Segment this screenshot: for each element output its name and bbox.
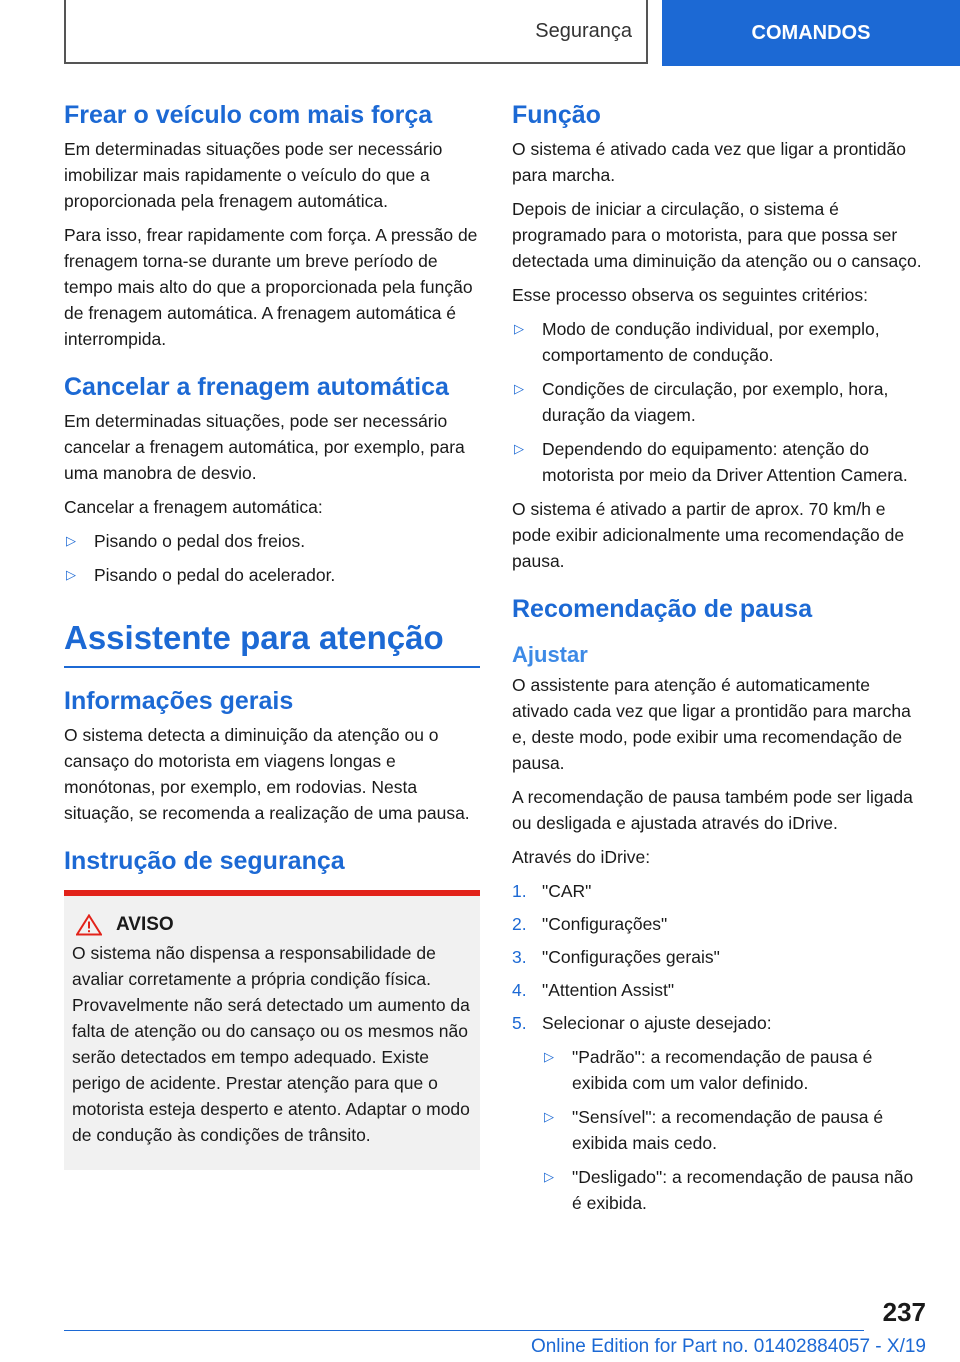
list-item: ▷ Pisando o pedal do acelerador. xyxy=(64,562,480,588)
warning-header xyxy=(76,914,472,936)
section-label: Segurança xyxy=(535,19,632,42)
list-item: ▷ Pisando o pedal dos freios. xyxy=(64,528,480,554)
criteria-list xyxy=(512,316,924,488)
right-column xyxy=(512,100,924,1224)
heading-brake-force: Frear o veículo com mais força xyxy=(64,101,433,129)
left-column xyxy=(64,100,480,1170)
triangle-bullet-icon: ▷ xyxy=(514,441,524,456)
heading-general-info: Informações gerais xyxy=(64,686,294,715)
list-item: ▷ "Sensível": a recomendação de pausa é exibida mais cedo. xyxy=(542,1104,924,1156)
list-item: ▷ "Desligado": a recomendação de pausa não é exibida. xyxy=(542,1164,924,1216)
paragraph: Esse processo observa os seguintes critérios: xyxy=(512,285,868,305)
heading-break-recommendation: Recomendação de pausa xyxy=(512,595,813,623)
paragraph: O sistema é ativado a partir de aprox. 70 km/h e pode exibir adicionalmente uma recomendação de pausa. xyxy=(512,499,905,571)
step-item: 1. "CAR" xyxy=(512,881,592,902)
paragraph: Através do iDrive: xyxy=(512,847,651,868)
setting-options-list xyxy=(542,1044,924,1216)
triangle-bullet-icon: ▷ xyxy=(544,1169,554,1185)
footer-edition: Online Edition for Part no. 01402884057 - X/19 xyxy=(530,1336,926,1357)
chapter-tab xyxy=(662,0,960,66)
triangle-bullet-icon: ▷ xyxy=(66,567,76,582)
paragraph: O assistente para atenção é automaticamente ativado cada vez que ligar a prontidão para marcha e, deste modo, pode exibir uma recomendação de pausa. xyxy=(512,675,911,774)
triangle-bullet-icon: ▷ xyxy=(514,381,524,396)
heading-function: Função xyxy=(512,101,601,129)
footer-divider xyxy=(64,1330,864,1331)
chapter-heading: Assistente para atenção xyxy=(64,619,444,656)
warning-box xyxy=(64,890,480,1170)
heading-cancel-braking: Cancelar a frenagem automática xyxy=(64,373,449,401)
step-item: 5. Selecionar o ajuste desejado: ▷ "Padrão": a recomendação de pausa é exibida com um valor definido. ▷ "Sensível": a recomendação de pausa é exibida mais cedo. ▷ "Desligado": a recomendação de pausa não é exibida. xyxy=(512,1010,924,1216)
list-item: ▷ Dependendo do equipamento: atenção do motorista por meio da Driver Attention Camera. xyxy=(512,436,924,488)
page-header xyxy=(0,0,960,66)
list-item: ▷ Modo de condução individual, por exemplo, comportamento de condução. xyxy=(512,316,924,368)
chapter-label: COMANDOS xyxy=(751,21,871,44)
paragraph: Em determinadas situações, pode ser necessário cancelar a frenagem automática, por exemplo, para uma manobra de desvio. xyxy=(64,411,465,483)
list-item: ▷ "Padrão": a recomendação de pausa é exibida com um valor definido. xyxy=(542,1044,924,1096)
steps-list xyxy=(512,878,924,1216)
list-item: ▷ Condições de circulação, por exemplo, hora, duração da viagem. xyxy=(512,376,924,428)
heading-safety: Instrução de segurança xyxy=(64,846,345,875)
triangle-bullet-icon: ▷ xyxy=(514,321,524,336)
heading-adjust: Ajustar xyxy=(512,642,588,667)
triangle-bullet-icon: ▷ xyxy=(544,1109,554,1125)
paragraph: Cancelar a frenagem automática: xyxy=(64,497,323,517)
cancel-list xyxy=(64,528,480,588)
warning-text: O sistema não dispensa a responsabilidade de avaliar corretamente a própria condição física. Provavelmente não será detectado um aumento da falta de atenção ou do cansaço ou os mesmos não serão detectados em tempo adequado. Existe perigo de acidente. Prestar atenção para que o motorista esteja desperto e atento. Adaptar o modo de condução às condições de trânsito. xyxy=(72,942,470,1145)
page-number: 237 xyxy=(882,1297,926,1327)
paragraph: Depois de iniciar a circulação, o sistema é programado para o motorista, para que possa ser detectada uma diminuição da atenção ou o cansaço. xyxy=(512,199,922,271)
paragraph: Em determinadas situações pode ser necessário imobilizar mais rapidamente o veículo do que a proporcionada pela frenagem automática. xyxy=(64,139,443,211)
paragraph: Para isso, frear rapidamente com força. A pressão de frenagem torna-se durante um breve período de tempo mais alto do que a proporcionada pela função de frenagem automática. A frenagem automática é interrompida. xyxy=(64,225,478,349)
step-item: 2. "Configurações" xyxy=(512,914,668,935)
triangle-bullet-icon: ▷ xyxy=(66,533,76,548)
paragraph: O sistema é ativado cada vez que ligar a prontidão para marcha. xyxy=(512,139,906,185)
triangle-bullet-icon: ▷ xyxy=(544,1049,554,1065)
chapter-heading-block xyxy=(64,618,480,668)
paragraph: A recomendação de pausa também pode ser ligada ou desligada e ajustada através do iDrive. xyxy=(512,787,913,834)
warning-label: AVISO xyxy=(116,913,174,935)
paragraph: O sistema detecta a diminuição da atenção ou o cansaço do motorista em viagens longas e monótonas, por exemplo, em rodovias. Nesta situação, se recomenda a realização de uma pausa. xyxy=(64,724,470,823)
step-item: 3. "Configurações gerais" xyxy=(512,947,720,968)
step-item: 4. "Attention Assist" xyxy=(512,980,675,1001)
warning-triangle-icon xyxy=(76,914,102,936)
section-tab xyxy=(64,0,648,64)
